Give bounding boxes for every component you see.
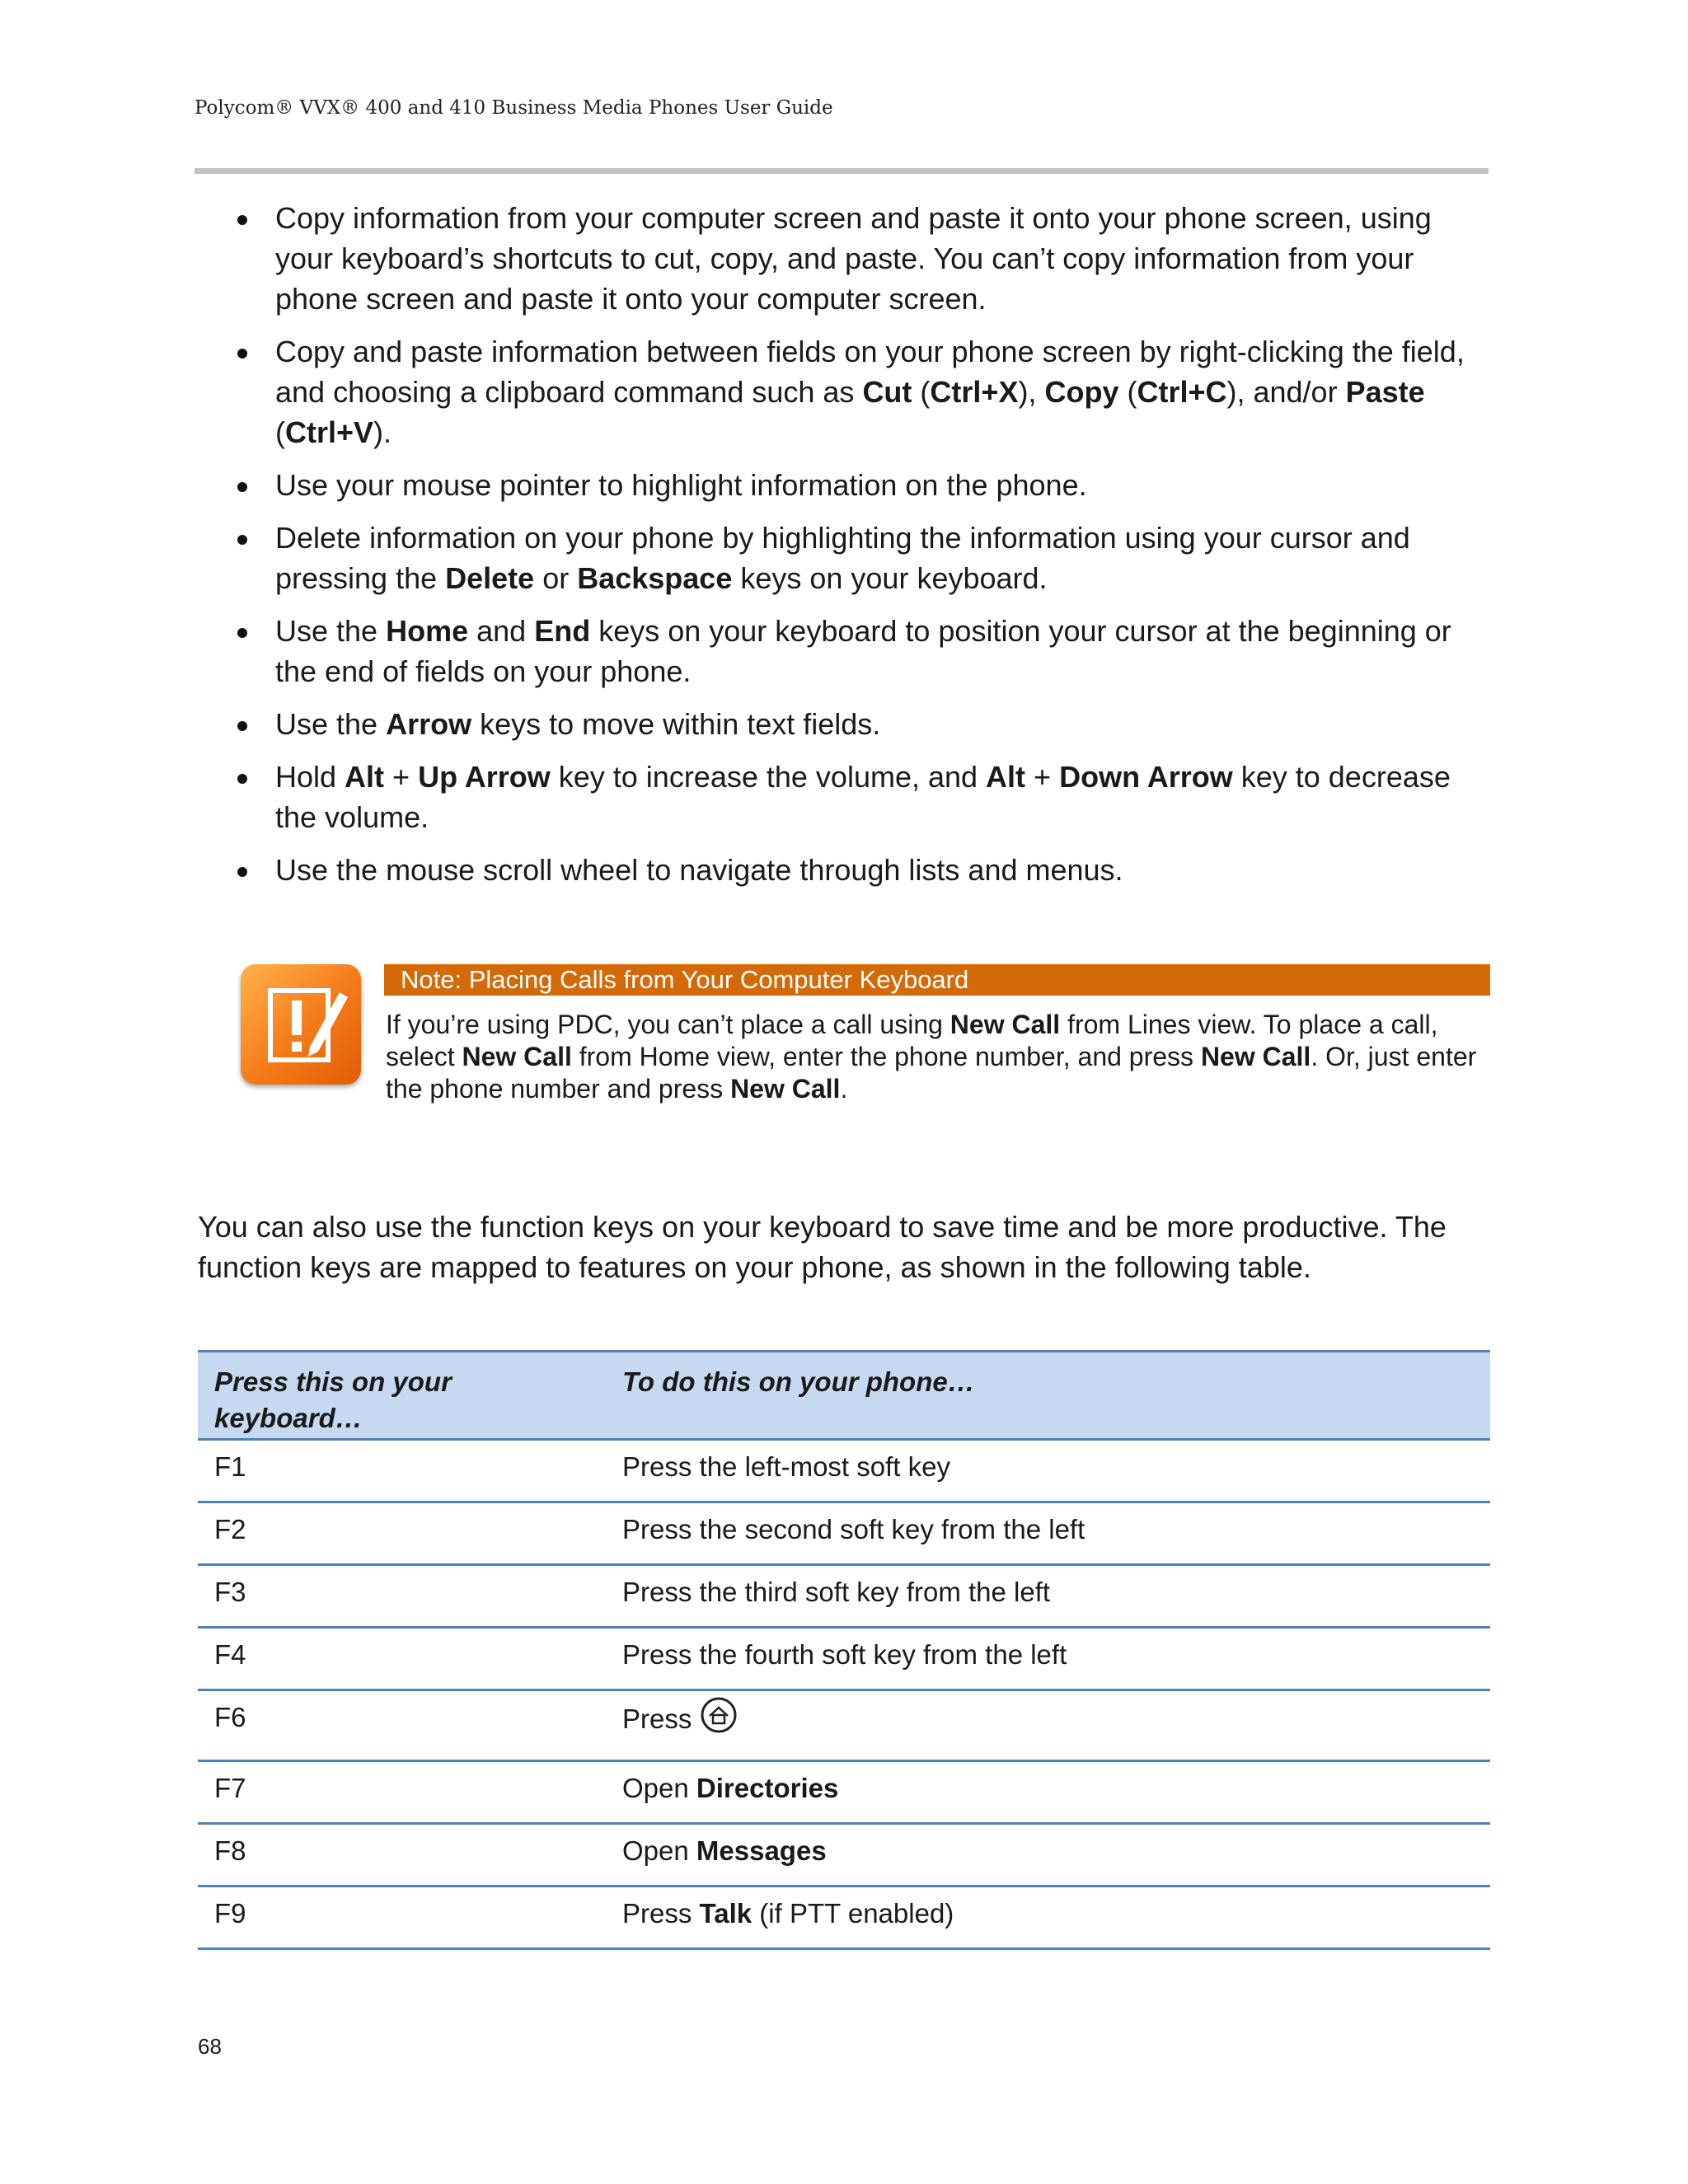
bold-term: New Call [1200,1042,1311,1071]
function-key-table [198,1350,1490,1950]
bullet-dot-icon [237,867,247,877]
bullet-item [0,704,1487,744]
action-cell [606,1502,1490,1565]
text-run: ( [1118,375,1137,409]
text-run: key to increase the volume, and [550,760,987,794]
text-run: ), [1018,375,1045,409]
text-run: Use the mouse scroll wheel to navigate through lists and menus. [275,853,1123,887]
table-row [198,1886,1490,1949]
bold-term: Down Arrow [1059,760,1233,794]
text-run: Open [622,1835,696,1866]
action-cell [606,1690,1490,1761]
text-run: key to decrease the volume. [275,760,1451,834]
text-run: + [384,760,419,794]
text-run: and [468,614,535,648]
bold-term: Paste [1345,375,1425,409]
home-key-icon [700,1696,738,1741]
key-cell: F2 [198,1502,606,1565]
text-run: Hold [275,760,345,794]
note-body [386,1009,1490,1105]
note-callout [241,964,1490,1104]
intro-paragraph: You can also use the function keys on your keyboard to save time and be more productive. The function keys are mapped to features on your phone, as shown in the following table. [198,1210,1447,1284]
key-cell: F3 [198,1565,606,1628]
text-run: + [1025,760,1060,794]
text-run: from Home view, enter the phone number, and press [571,1042,1201,1071]
bold-term: Ctrl+X [930,375,1019,409]
bold-term: New Call [950,1010,1061,1039]
note-pencil-icon [241,964,361,1085]
text-run: Press [622,1704,692,1735]
key-cell: F9 [198,1886,606,1949]
bullet-item [0,757,1487,837]
bullet-item [0,198,1487,319]
bullet-item [0,518,1487,598]
page-number: 68 [198,2034,222,2059]
bold-term: New Call [730,1074,841,1104]
bullet-dot-icon [237,215,247,225]
text-run: ( [912,375,931,409]
text-run: Press the fourth soft key from the left [622,1639,1067,1670]
bold-term: Alt [345,760,385,794]
bold-term: Directories [696,1773,839,1803]
bold-term: Backspace [577,561,733,595]
bold-term: Ctrl+V [285,415,374,449]
text-run: Open [622,1773,696,1803]
bold-term: Cut [862,375,912,409]
text-run: keys to move within text fields. [471,707,881,741]
action-cell [606,1761,1490,1824]
action-cell [606,1628,1490,1690]
note-title: Note: Placing Calls from Your Computer Keyboard [384,964,1490,996]
text-run: or [534,561,578,595]
key-cell: F1 [198,1440,606,1502]
bold-term: Ctrl+C [1137,375,1227,409]
text-run: . [840,1074,848,1104]
bullet-item [0,850,1487,890]
bold-term: New Call [462,1042,572,1071]
table-row [198,1761,1490,1824]
text-run: keys on your keyboard. [732,561,1048,595]
text-run: Use the [275,614,387,648]
action-cell [606,1440,1490,1502]
text-run: Copy and paste information between fields on your phone screen by right-clicking the field, and choosing a clipboard command such as [275,335,1465,409]
column-header-phone: To do this on your phone… [606,1352,1490,1440]
text-run: Press the left-most soft key [622,1451,950,1482]
bold-term: Delete [445,561,535,595]
bold-term: Up Arrow [418,760,551,794]
text-run: Delete information on your phone by highlighting the information using your cursor and pressing the [275,521,1410,595]
table-row [198,1690,1490,1761]
text-run: keys on your keyboard to position your cursor at the beginning or the end of fields on your phone. [275,614,1451,688]
table-row [198,1502,1490,1565]
bold-term: Copy [1044,375,1119,409]
bullet-dot-icon [237,349,247,359]
text-run: (if PTT enabled) [752,1898,954,1929]
bullet-dot-icon [237,482,247,492]
table-row [198,1440,1490,1502]
key-cell: F8 [198,1824,606,1886]
text-run: . Or, just enter the phone number and press [386,1042,1477,1104]
text-run: ( [275,415,285,449]
text-run: Copy information from your computer screen and paste it onto your phone screen, using your keyboard’s shortcuts to cut, copy, and paste. You can’t copy information from your phone screen and paste it onto your computer screen. [275,201,1432,316]
bold-term: Talk [699,1898,753,1929]
bullet-item [0,465,1487,505]
table-row [198,1824,1490,1886]
key-cell: F6 [198,1690,606,1761]
text-run: Use your mouse pointer to highlight information on the phone. [275,468,1087,502]
bold-term: End [534,614,591,648]
table-header-row [198,1352,1490,1440]
table-row [198,1628,1490,1690]
bullet-item [0,611,1487,691]
action-cell [606,1886,1490,1949]
text-run: Press [622,1898,700,1929]
header-rule [195,168,1489,174]
bold-term: Arrow [386,707,472,741]
bullet-list [0,198,1688,902]
key-cell: F4 [198,1628,606,1690]
bullet-dot-icon [237,774,247,784]
running-header: Polycom® VVX® 400 and 410 Business Media Phones User Guide [195,97,833,119]
table-row [198,1565,1490,1628]
bullet-dot-icon [237,721,247,731]
text-run: ). [373,415,392,449]
bullet-item [0,331,1487,452]
action-cell [606,1565,1490,1628]
column-header-keyboard: Press this on your keyboard… [198,1352,606,1440]
bullet-dot-icon [237,628,247,638]
bullet-dot-icon [237,535,247,545]
bold-term: Home [386,614,469,648]
action-cell [606,1824,1490,1886]
text-run: If you’re using PDC, you can’t place a call using [386,1010,950,1039]
text-run: from Lines view. To place a call, select [386,1010,1438,1071]
text-run: ), and/or [1226,375,1346,409]
text-run: Use the [275,707,387,741]
bold-term: Messages [696,1835,827,1866]
bold-term: Alt [986,760,1026,794]
text-run: Press the third soft key from the left [622,1577,1051,1607]
key-cell: F7 [198,1761,606,1824]
text-run: Press the second soft key from the left [622,1514,1085,1544]
